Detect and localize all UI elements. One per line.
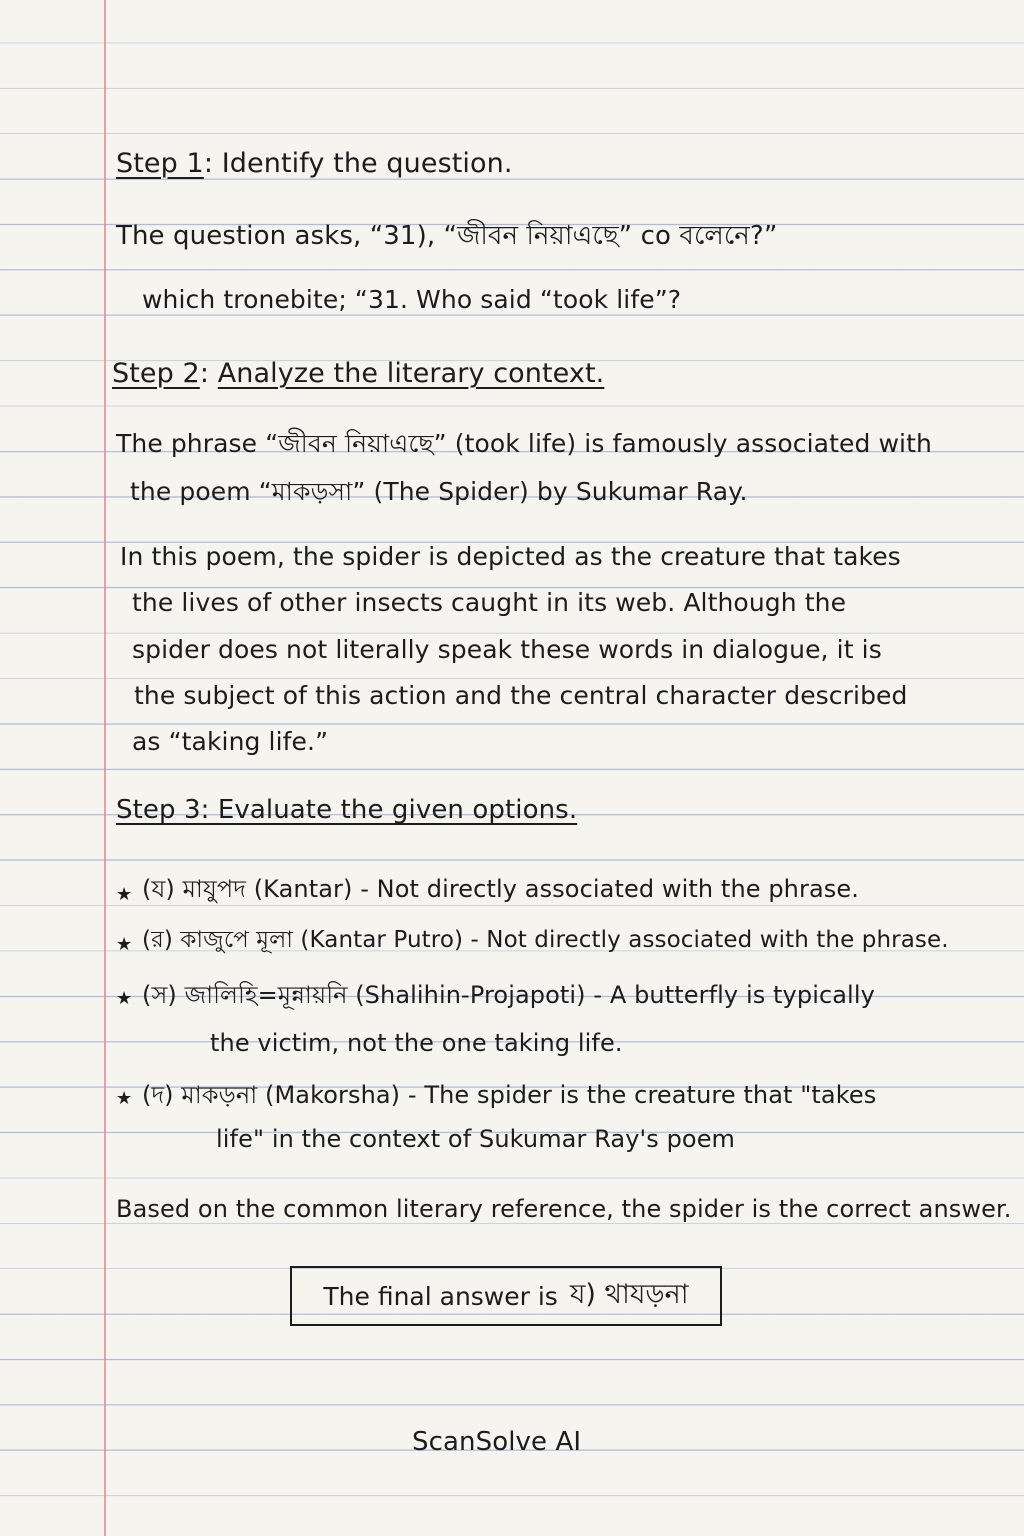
option-line-continuation: the victim, not the one taking life. [210,1029,623,1057]
bullet-icon: ★ [116,988,133,1009]
option-line: (দ) মাকড়না (Makorsha) - The spider is the creature that "takes [142,1081,877,1109]
bullet-icon: ★ [116,884,133,905]
option-line: (স) জালিহি=মূন্নায়নি (Shalihin-Projapoti) - A butterfly is typically [142,981,875,1009]
step2-heading [112,358,604,389]
margin-line [104,0,106,1536]
step2-paragraph2-line: spider does not literally speak these words in dialogue, it is [132,635,882,664]
step2-paragraph1-line2: the poem “মাকড়সা” (The Spider) by Sukumar Ray. [130,477,748,506]
step2-heading-colon: : [199,358,218,389]
option-line: (য) মাযুপদ (Kantar) - Not directly associated with the phrase. [142,875,859,903]
step3-heading: Step 3: Evaluate the given options. [116,795,578,825]
step1-heading-label: Step 1 [116,148,204,179]
step2-paragraph2-line: In this poem, the spider is depicted as the creature that takes [120,542,901,571]
option-line-continuation: life" in the context of Sukumar Ray's poem [216,1125,736,1153]
step2-paragraph2-line: the lives of other insects caught in its web. Although the [132,588,847,617]
final-answer-box [290,1266,722,1326]
brand-label: ScanSolve AI [412,1427,582,1457]
step2-heading-rest: Analyze the literary context. [217,358,605,389]
step2-paragraph2-line: the subject of this action and the central character described [134,681,908,710]
final-answer-value: য) থাযড়না [569,1278,689,1310]
bullet-icon: ★ [116,1088,133,1109]
step1-question-line: The question asks, “31), “জীবন নিয়াএছে” co বলেনে?” [116,221,778,251]
option-line: (র) কাজুপে মূলা (Kantar Putro) - Not directly associated with the phrase. [142,927,949,953]
step2-paragraph1-line1: The phrase “জীবন নিয়াএছে” (took life) is famously associated with [116,429,932,458]
step1-heading [116,148,513,179]
step2-heading-label: Step 2 [112,358,200,389]
step1-heading-rest: : Identify the question. [203,148,513,179]
final-answer-prefix: The final answer is [323,1281,558,1311]
step2-paragraph2-line: as “taking life.” [132,727,329,756]
bullet-icon: ★ [116,934,133,955]
conclusion-text: Based on the common literary reference, the spider is the correct answer. [116,1195,1012,1223]
step1-translation-line: which tronebite; “31. Who said “took life”? [142,285,682,314]
